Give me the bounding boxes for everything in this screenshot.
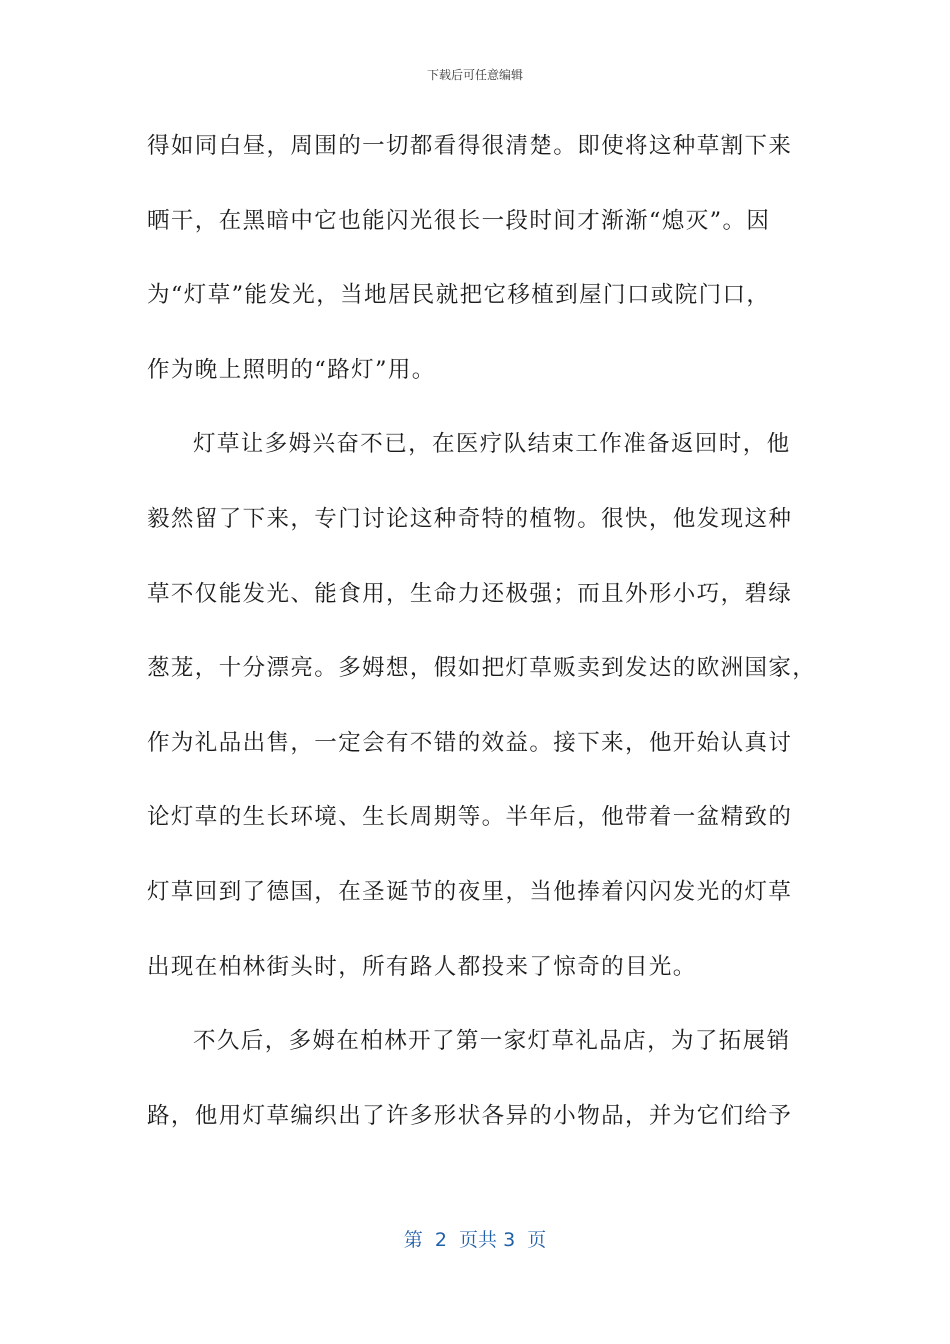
text-line: 作为晚上照明的“路灯”用。 xyxy=(147,356,436,383)
text-line: 出现在柏林街头时，所有路人都投来了惊奇的目光。 xyxy=(147,953,697,980)
text-line: 路，他用灯草编织出了许多形状各异的小物品，并为它们给予 xyxy=(147,1102,793,1129)
footer-middle: 页共 xyxy=(459,1229,498,1251)
page-number-footer xyxy=(0,1225,950,1252)
text-line: 草不仅能发光、能食用，生命力还极强；而且外形小巧，碧绿 xyxy=(147,580,793,607)
total-pages-number: 3 xyxy=(503,1229,516,1251)
page-header-note: 下载后可任意编辑 xyxy=(426,68,523,82)
footer-suffix: 页 xyxy=(527,1229,547,1251)
text-line: 论灯草的生长环境、生长周期等。半年后，他带着一盆精致的 xyxy=(147,804,793,831)
text-line: 作为礼品出售，一定会有不错的效益。接下来，他开始认真讨 xyxy=(147,729,793,756)
paragraph-start-line: 不久后，多姆在柏林开了第一家灯草礼品店，为了拓展销 xyxy=(193,1028,791,1055)
text-line: 毅然留了下来，专门讨论这种奇特的植物。很快，他发现这种 xyxy=(147,505,793,532)
text-line: 晒干，在黑暗中它也能闪光很长一段时间才渐渐“熄灭”。因 xyxy=(147,207,771,234)
current-page-number: 2 xyxy=(434,1229,447,1251)
paragraph-start-line: 灯草让多姆兴奋不已，在医疗队结束工作准备返回时，他 xyxy=(193,431,791,458)
text-line: 葱茏，十分漂亮。多姆想，假如把灯草贩卖到发达的欧洲国家， xyxy=(147,655,817,682)
footer-prefix: 第 xyxy=(403,1229,423,1251)
text-line: 灯草回到了德国，在圣诞节的夜里，当他捧着闪闪发光的灯草 xyxy=(147,878,793,905)
document-body xyxy=(147,120,827,1164)
text-line: 为“灯草”能发光，当地居民就把它移植到屋门口或院门口， xyxy=(147,282,771,309)
text-line: 得如同白昼，周围的一切都看得很清楚。即使将这种草割下来 xyxy=(147,133,793,159)
